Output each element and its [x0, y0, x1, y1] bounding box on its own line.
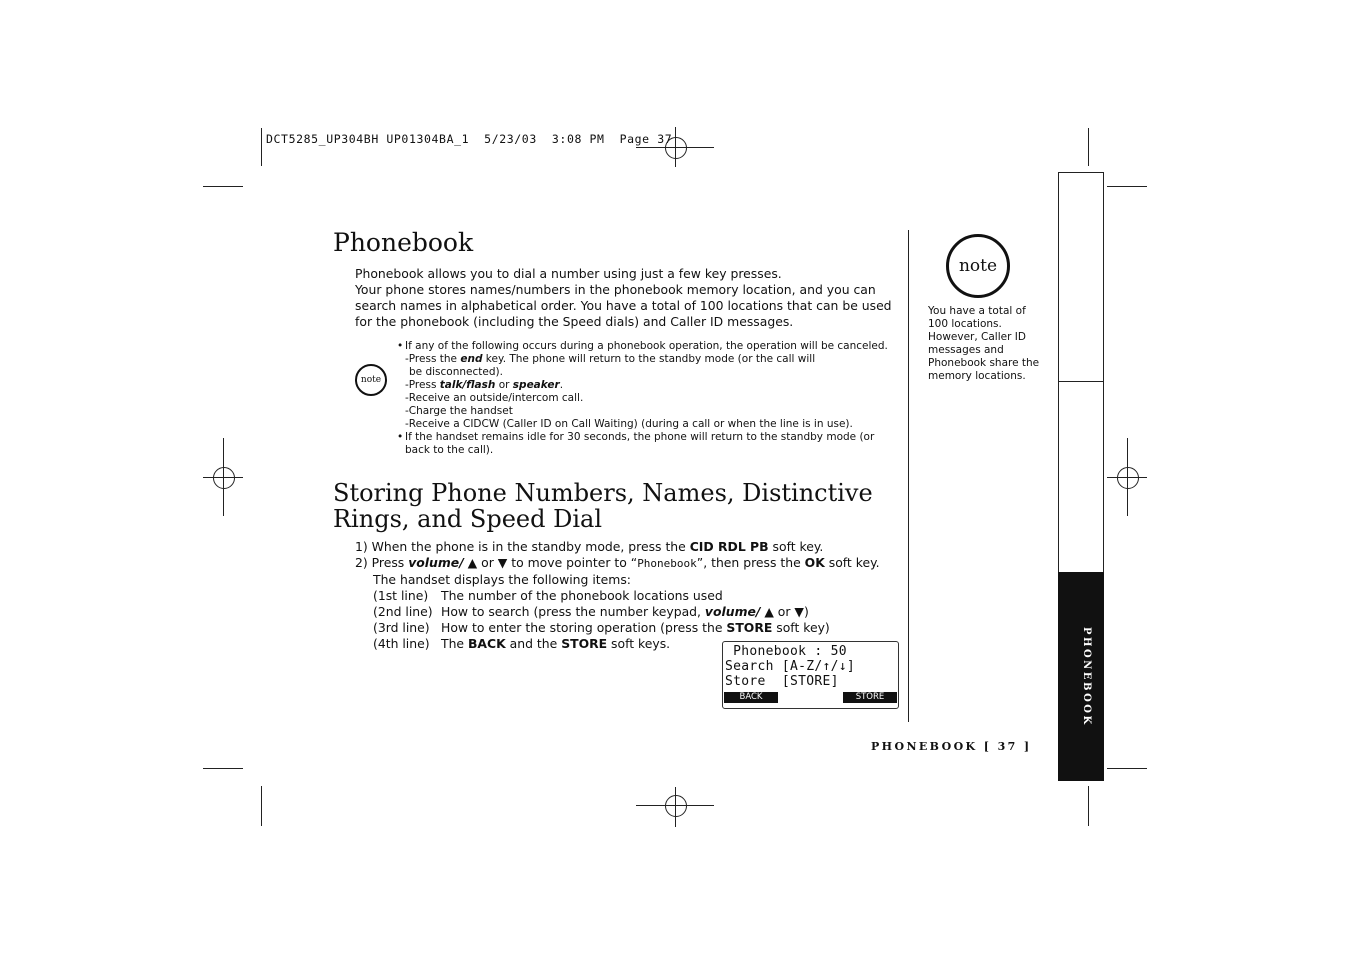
column-divider	[908, 230, 909, 722]
registration-mark	[665, 795, 687, 817]
note-item: -Receive a CIDCW (Caller ID on Call Waiting) (during a call or when the line is in use).	[405, 418, 853, 430]
tab-divider	[1103, 172, 1104, 572]
crop-mark	[261, 786, 262, 826]
registration-mark	[213, 467, 235, 489]
print-slug: DCT5285_UP304BH UP01304BA_1 5/23/03 3:08 PM Page 37	[266, 132, 673, 146]
sidebar-note: You have a total of 100 locations. However, Caller ID messages and Phonebook share the memory locations.	[928, 305, 1040, 382]
crop-mark	[1088, 128, 1089, 166]
step-1: 1) When the phone is in the standby mode, press the CID RDL PB soft key.	[355, 539, 824, 554]
intro-paragraph: Your phone stores names/numbers in the phonebook memory location, and you can search names in alphabetical order. You have a total of 100 locations that can be used for the phonebook (including the Speed dials) and Caller ID messages.	[355, 282, 892, 329]
section-title: Storing Phone Numbers, Names, Distinctive Rings, and Speed Dial	[333, 479, 873, 533]
note-item: -Receive an outside/intercom call.	[405, 392, 584, 404]
page-title: Phonebook	[333, 228, 474, 257]
crop-mark	[203, 768, 243, 769]
note-bullet: If the handset remains idle for 30 seconds, the phone will return to the standby mode (or back to the call).	[405, 431, 875, 456]
display-line-item: (4th line) The BACK and the STORE soft keys.	[373, 636, 671, 651]
intro-text	[355, 266, 900, 330]
crop-mark	[203, 186, 243, 187]
note-icon: note	[355, 364, 387, 396]
note-item: be disconnected).	[409, 366, 503, 378]
step-2-detail: The handset displays the following items:	[373, 572, 631, 587]
step-list	[355, 539, 900, 652]
lcd-line: Store [STORE]	[725, 674, 839, 689]
step-2: 2) Press volume/ ▲ or ▼ to move pointer to “Phonebook”, then press the OK soft key.	[355, 555, 880, 570]
crop-mark	[1107, 186, 1147, 187]
registration-mark	[1117, 467, 1139, 489]
crop-mark	[261, 128, 262, 166]
intro-line: Phonebook allows you to dial a number using just a few key presses.	[355, 266, 782, 281]
section-tab-label: PHONEBOOK	[1081, 627, 1092, 727]
page-footer: PHONEBOOK [ 37 ]	[871, 740, 1032, 753]
note-item: -Charge the handset	[405, 405, 513, 417]
lcd-softkey-back: BACK	[724, 692, 778, 703]
lcd-line: Search [A-Z/↑/↓]	[725, 659, 856, 674]
lcd-display	[722, 641, 899, 709]
crop-mark	[1107, 768, 1147, 769]
tab-divider	[1058, 381, 1104, 382]
lcd-softkey-store: STORE	[843, 692, 897, 703]
note-list: • If any of the following occurs during a phonebook operation, the operation will be canceled. -Press the end key. The phone will return to the standby mode (or the call will be disconnected). -Press talk/flash or speaker. -Receive an outside/intercom call. -Charge the handset -Receive a CIDCW (Caller ID on Call Waiting) (during a call or when the line is in use). • If the handset remains idle for 30 seconds, the phone will return to the standby mode (or back to the call).	[397, 340, 897, 457]
display-line-item: (3rd line) How to enter the storing operation (press the STORE soft key)	[373, 620, 830, 635]
note-icon: note	[946, 234, 1010, 298]
note-bullet: If any of the following occurs during a phonebook operation, the operation will be canceled.	[405, 340, 888, 352]
display-line-item: (1st line) The number of the phonebook locations used	[373, 588, 723, 603]
display-line-item: (2nd line) How to search (press the number keypad, volume/ ▲ or ▼)	[373, 604, 809, 619]
tab-divider	[1058, 172, 1059, 572]
tab-divider	[1058, 172, 1104, 173]
lcd-line: Phonebook : 50	[725, 644, 847, 659]
